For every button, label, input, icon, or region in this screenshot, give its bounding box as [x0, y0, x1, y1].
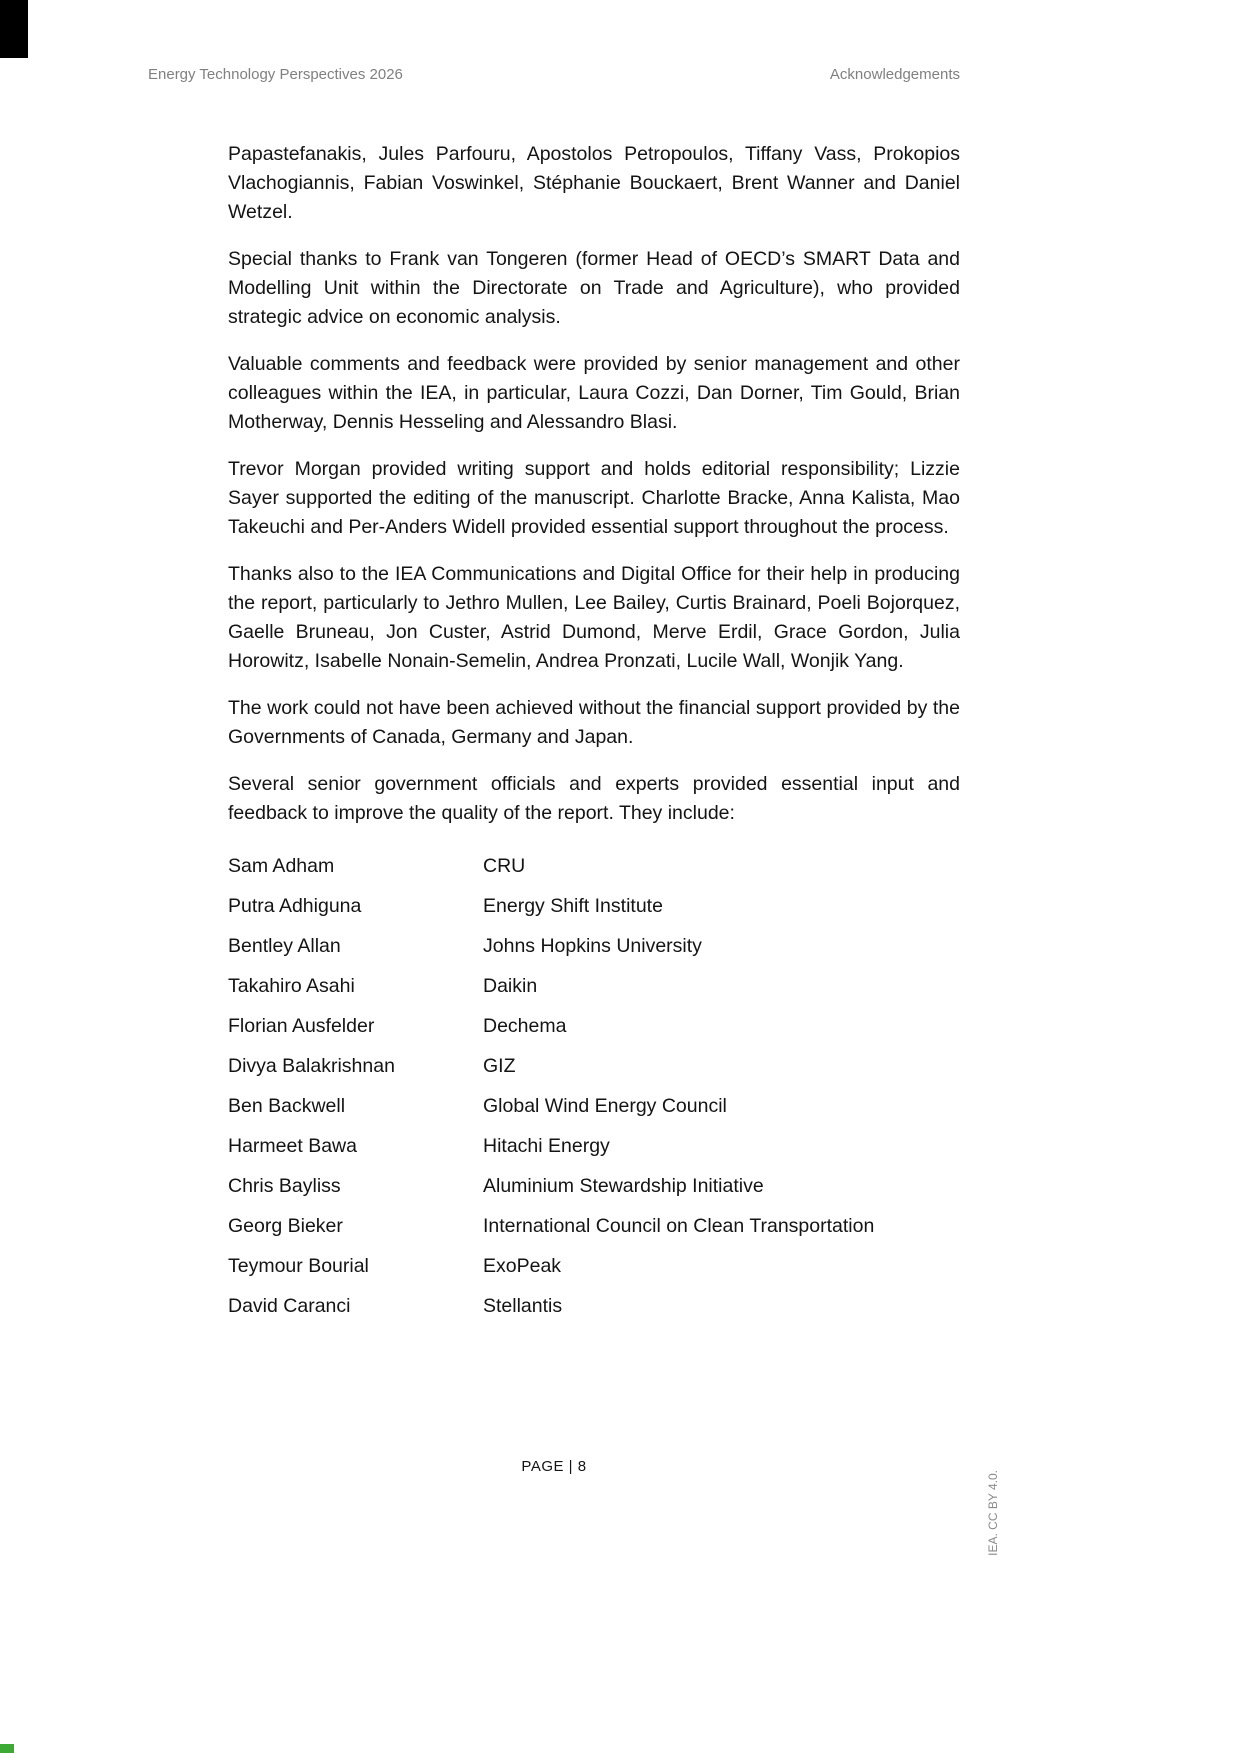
contributor-name: Georg Bieker: [228, 1215, 343, 1237]
contributor-organization: Hitachi Energy: [483, 1135, 610, 1157]
contributor-name: Sam Adham: [228, 855, 335, 877]
paragraph: The work could not have been achieved without the financial support provided by the Governments of Canada, Germany and Japan.: [228, 697, 960, 748]
contributor-organization: Stellantis: [483, 1295, 563, 1317]
contributor-organization: GIZ: [483, 1055, 516, 1077]
contributor-organization: Johns Hopkins University: [483, 935, 702, 957]
list-item: [228, 1052, 960, 1081]
list-item: [228, 1092, 960, 1121]
contributor-organization: CRU: [483, 855, 526, 877]
list-item: [228, 1172, 960, 1201]
list-item: [228, 1012, 960, 1041]
viewer-artifact-top-left: [0, 0, 28, 58]
contributor-name: Florian Ausfelder: [228, 1015, 375, 1037]
list-item: [228, 1292, 960, 1321]
paragraph: Special thanks to Frank van Tongeren (former Head of OECD’s SMART Data and Modelling Unit within the Directorate on Trade and Agriculture), who provided strategic advice on economic analysis.: [228, 248, 960, 328]
paragraph: Trevor Morgan provided writing support and holds editorial responsibility; Lizzie Sayer supported the editing of the manuscript. Charlotte Bracke, Anna Kalista, Mao Takeuchi and Per-Anders Widell provided essential support throughout the process.: [228, 458, 960, 538]
contributor-name: Takahiro Asahi: [228, 975, 355, 997]
contributor-name: Teymour Bourial: [228, 1255, 369, 1277]
paragraph: Several senior government officials and experts provided essential input and feedback to improve the quality of the report. They include:: [228, 773, 960, 824]
contributor-name: Ben Backwell: [228, 1095, 346, 1117]
contributor-name: Divya Balakrishnan: [228, 1055, 395, 1077]
contributor-organization: Energy Shift Institute: [483, 895, 663, 917]
license-note: IEA. CC BY 4.0.: [986, 1470, 1000, 1556]
paragraph: Papastefanakis, Jules Parfouru, Apostolos Petropoulos, Tiffany Vass, Prokopios Vlachogiannis, Fabian Voswinkel, Stéphanie Bouckaert, Brent Wanner and Daniel Wetzel.: [228, 143, 960, 223]
running-header-section: Acknowledgements: [829, 66, 960, 83]
running-header-title: Energy Technology Perspectives 2026: [148, 66, 403, 83]
paragraphs: [228, 140, 960, 828]
list-item: [228, 972, 960, 1001]
contributor-organization: Global Wind Energy Council: [483, 1095, 727, 1117]
contributor-organization: International Council on Clean Transportation: [483, 1215, 875, 1237]
list-item: [228, 892, 960, 921]
contributor-organization: ExoPeak: [483, 1255, 562, 1277]
list-item: [228, 1252, 960, 1281]
page-header: [148, 66, 960, 83]
contributor-name: Chris Bayliss: [228, 1175, 341, 1197]
list-item: [228, 852, 960, 881]
list-item: [228, 1212, 960, 1241]
list-item: [228, 1132, 960, 1161]
viewer-artifact-bottom-left: [0, 1744, 14, 1753]
paragraph: Valuable comments and feedback were provided by senior management and other colleagues within the IEA, in particular, Laura Cozzi, Dan Dorner, Tim Gould, Brian Motherway, Dennis Hesseling and Alessandro Blasi.: [228, 353, 960, 433]
page-content: [228, 140, 960, 1332]
paragraph: Thanks also to the IEA Communications and Digital Office for their help in producing the report, particularly to Jethro Mullen, Lee Bailey, Curtis Brainard, Poeli Bojorquez, Gaelle Bruneau, Jon Custer, Astrid Dumond, Merve Erdil, Grace Gordon, Julia Horowitz, Isabelle Nonain-Semelin, Andrea Pronzati, Lucile Wall, Wonjik Yang.: [228, 563, 960, 672]
page-footer: [148, 1458, 960, 1475]
contributor-organization: Dechema: [483, 1015, 567, 1037]
list-item: [228, 932, 960, 961]
contributor-name: David Caranci: [228, 1295, 351, 1317]
contributor-name: Bentley Allan: [228, 935, 341, 957]
contributors-list: [228, 852, 960, 1321]
contributor-organization: Daikin: [483, 975, 538, 997]
contributor-name: Harmeet Bawa: [228, 1135, 357, 1157]
page-number: PAGE | 8: [521, 1458, 587, 1475]
contributor-name: Putra Adhiguna: [228, 895, 362, 917]
contributor-organization: Aluminium Stewardship Initiative: [483, 1175, 764, 1197]
